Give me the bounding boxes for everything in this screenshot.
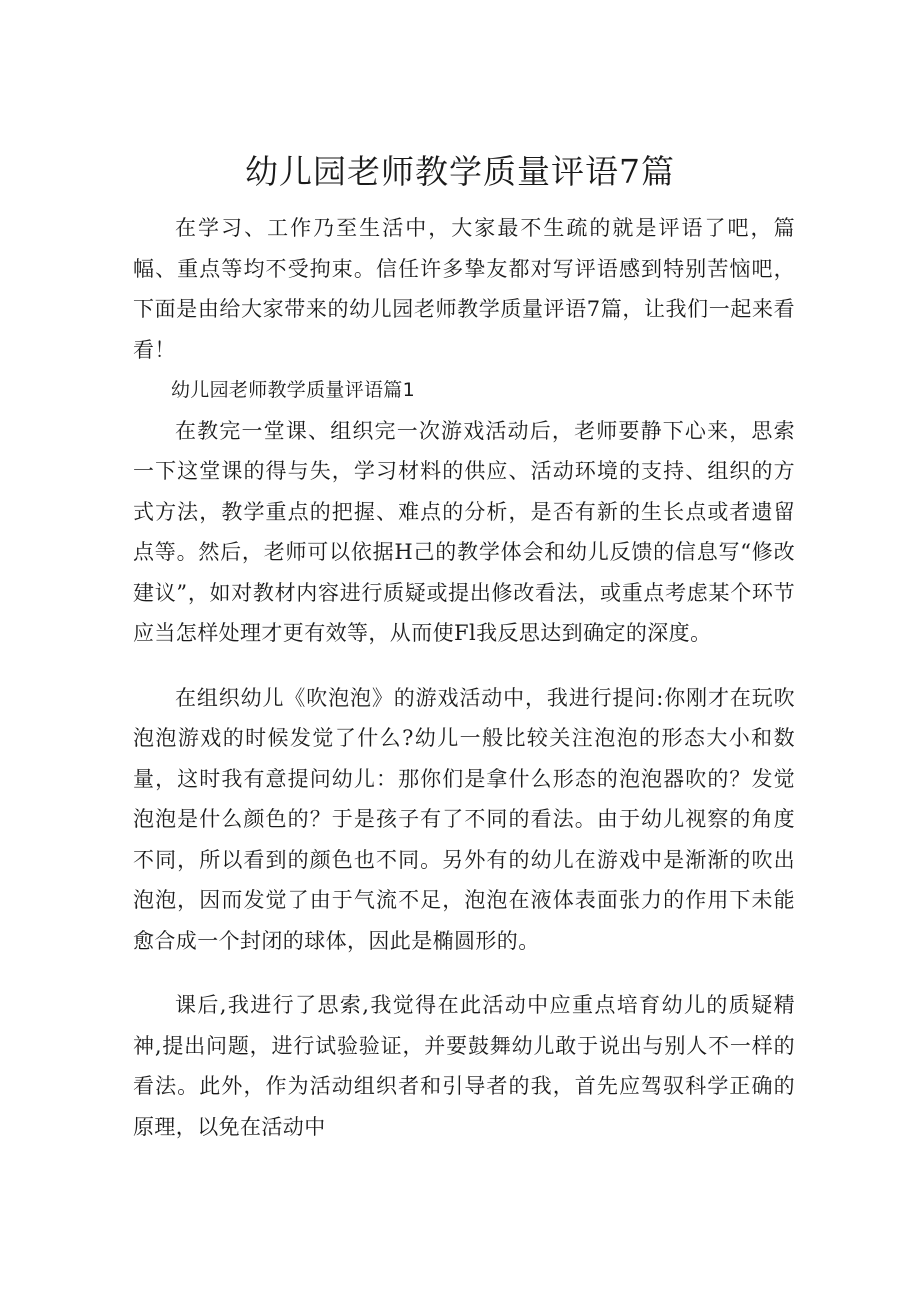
body-paragraph: 在组织幼儿《吹泡泡》的游戏活动中，我进行提问:你刚才在玩吹泡泡游戏的时候发觉了什么?幼儿一般比较关注泡泡的形态大小和数量，这时我有意提问幼儿：那你们是拿什么形态的泡泡器吹的？发觉泡泡是什么颜色的？于是孩子有了不同的看法。由于幼儿视察的角度不同，所以看到的颜色也不同。另外有的幼儿在游戏中是渐渐的吹出泡泡，因而发觉了由于气流不足，泡泡在液体表面张力的作用下未能愈合成一个封闭的球体，因此是椭圆形的。 — [133, 685, 795, 953]
intro-paragraph: 在学习、工作乃至生活中，大家最不生疏的就是评语了吧，篇幅、重点等均不受拘束。信任许多挚友都对写评语感到特别苦恼吧，下面是由给大家带来的幼儿园老师教学质量评语7篇，让我们一起来看看！ — [133, 216, 795, 362]
body-paragraph: 在教完一堂课、组织完一次游戏活动后，老师要静下心来，思索一下这堂课的得与失，学习材料的供应、活动环境的支持、组织的方式方法，教学重点的把握、难点的分析，是否有新的生长点或者遗留点等。然后，老师可以依据H己的教学体会和幼儿反馈的信息写“修改建议”，如对教材内容进行质疑或提出修改看法，或重点考虑某个环节应当怎样处理才更有效等，从而使Fl我反思达到确定的深度。 — [133, 418, 795, 645]
document-title: 幼儿园老师教学质量评语7篇 — [245, 152, 675, 192]
body-paragraph: 课后,我进行了思索,我觉得在此活动中应重点培育幼儿的质疑精神,提出问题，进行试验验证，并要鼓舞幼儿敢于说出与别人不一样的看法。此外，作为活动组织者和引导者的我，首先应驾驭科学正确的原理，以免在活动中 — [133, 993, 795, 1139]
document-body — [133, 208, 795, 1147]
section-heading: 幼儿园老师教学质量评语篇1 — [171, 379, 415, 401]
